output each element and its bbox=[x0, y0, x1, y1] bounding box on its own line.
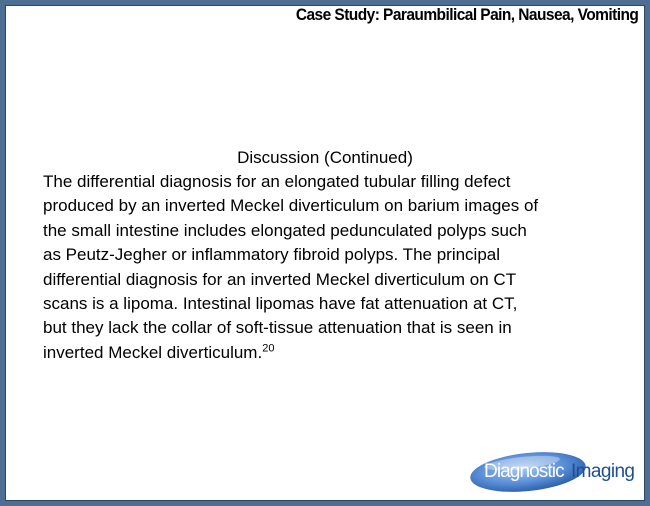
body-line: the small intestine includes elongated pedunculated polyps such bbox=[43, 220, 527, 240]
body-line: scans is a lipoma. Intestinal lipomas have fat attenuation at CT, bbox=[43, 294, 518, 314]
body-line-text: inverted Meckel diverticulum. bbox=[43, 342, 263, 362]
body-line: produced by an inverted Meckel diverticulum on barium images of bbox=[43, 196, 539, 216]
body-line: differential diagnosis for an inverted Meckel diverticulum on CT bbox=[43, 269, 517, 289]
body-line: as Peutz-Jegher or inflammatory fibroid polyps. The principal bbox=[43, 245, 501, 265]
body-line: The differential diagnosis for an elongated tubular filling defect bbox=[43, 172, 511, 191]
body-line: but they lack the collar of soft-tissue attenuation that is seen in bbox=[43, 318, 512, 338]
diagnostic-imaging-logo bbox=[470, 446, 640, 494]
body-line-last bbox=[43, 341, 623, 365]
citation-superscript: 20 bbox=[262, 342, 275, 355]
discussion-heading: Discussion (Continued) bbox=[237, 148, 413, 167]
logo-word-diagnostic: Diagnostic bbox=[484, 461, 564, 482]
header-title: Case Study: Paraumbilical Pain, Nausea, Vomiting bbox=[295, 6, 638, 24]
discussion-body bbox=[43, 170, 623, 365]
logo-word-imaging: Imaging bbox=[571, 461, 635, 482]
